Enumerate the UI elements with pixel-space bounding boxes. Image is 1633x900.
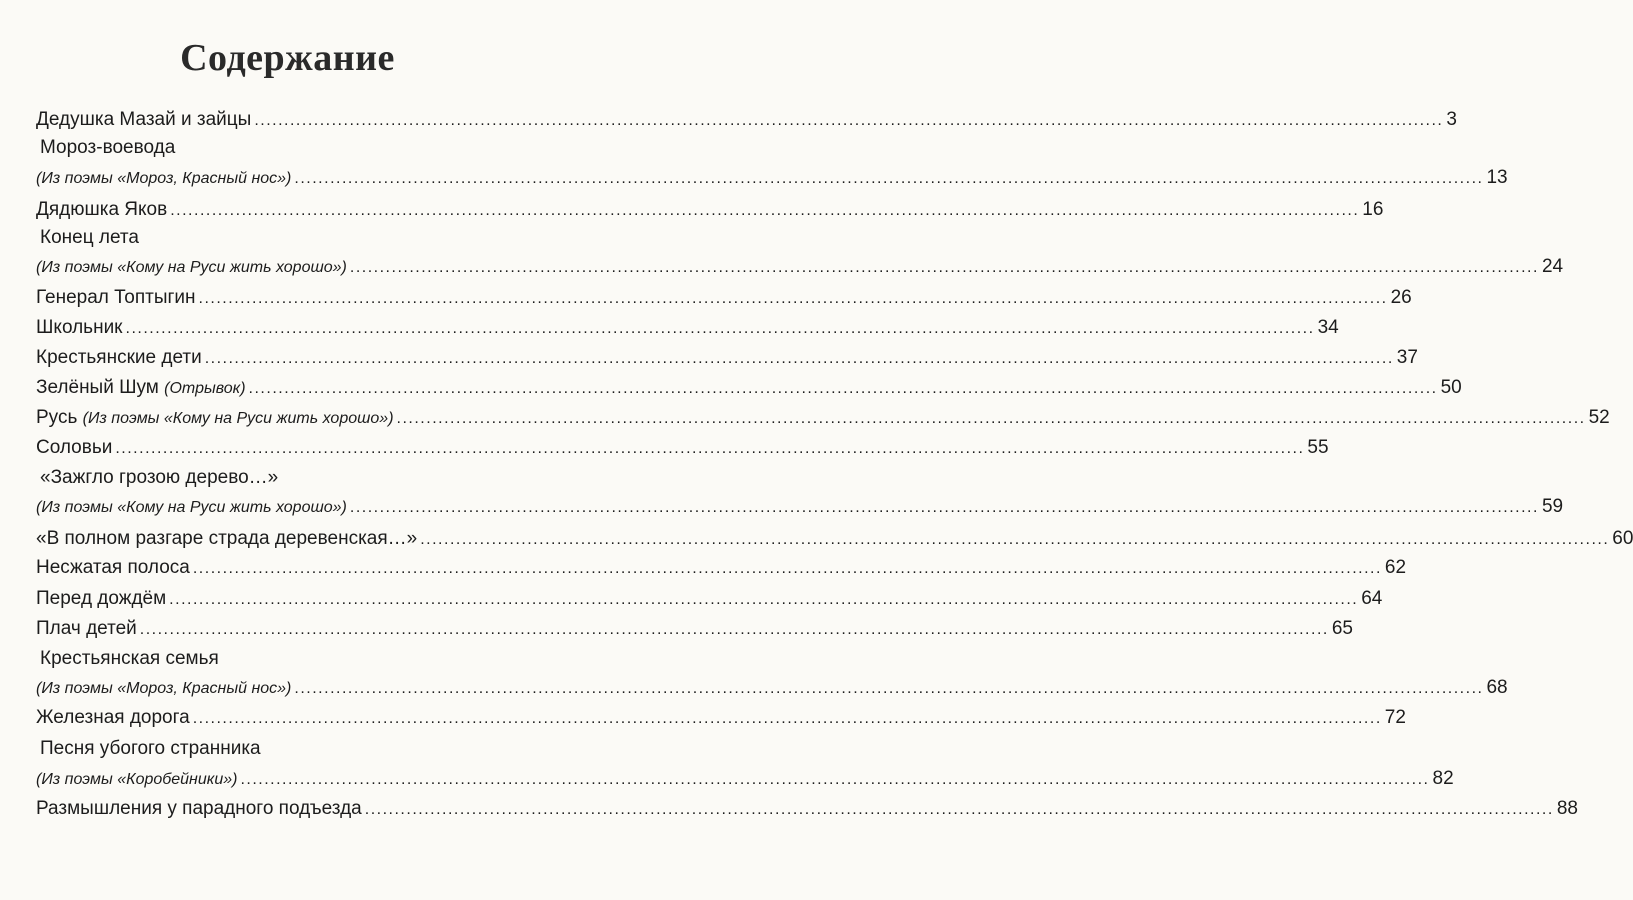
toc-entry xyxy=(36,346,1418,371)
toc-entry-title: Мороз-воевода xyxy=(40,137,176,158)
page-number: 37 xyxy=(1396,347,1418,368)
toc-entry xyxy=(36,767,1454,792)
toc-entry-title xyxy=(36,108,251,132)
toc-entry-title xyxy=(36,316,123,340)
leader-dots: ........................................................................................................................................................................................................ xyxy=(192,560,1382,577)
toc-entry-title: Конец лета xyxy=(40,227,139,248)
toc-entry-subtitle: (Из поэмы «Коробейники») xyxy=(36,771,238,788)
leader-dots: ........................................................................................................................................................................................................ xyxy=(198,290,1388,307)
toc-entry-title xyxy=(36,376,246,401)
page-number: 24 xyxy=(1541,256,1564,277)
toc-entry xyxy=(36,556,1407,581)
page-number: 52 xyxy=(1588,407,1610,428)
page-number: 82 xyxy=(1432,768,1454,789)
page-number: 65 xyxy=(1331,618,1353,639)
toc-entry-title: Крестьянская семья xyxy=(40,648,219,669)
toc-entry-subtitle: (Из поэмы «Мороз, Красный нос») xyxy=(36,170,292,187)
page-number: 72 xyxy=(1384,707,1406,728)
toc-entry-title xyxy=(36,346,202,370)
leader-dots: ........................................................................................................................................................................................................ xyxy=(248,380,1438,397)
leader-dots: ........................................................................................................................................................................................................ xyxy=(125,320,1315,337)
toc-entry-title xyxy=(36,556,190,580)
page-number: 55 xyxy=(1307,437,1329,458)
toc-entry-note: (Из поэмы «Кому на Руси жить хорошо») xyxy=(82,410,394,427)
toc-entry-title-text: Школьник xyxy=(36,317,123,338)
page-number: 34 xyxy=(1317,317,1339,338)
toc-entry-title xyxy=(36,198,167,222)
leader-dots: ........................................................................................................................................................................................................ xyxy=(240,771,1430,788)
leader-dots: ........................................................................................................................................................................................................ xyxy=(349,499,1539,516)
toc-entry-title-text: Крестьянские дети xyxy=(36,347,202,368)
toc-entry-title-text: Дедушка Мазай и зайцы xyxy=(36,109,252,130)
page-number: 88 xyxy=(1556,798,1578,819)
toc-entry xyxy=(36,495,1564,520)
leader-dots: ........................................................................................................................................................................................................ xyxy=(294,680,1484,697)
toc-entry xyxy=(36,108,1457,133)
leader-dots: ........................................................................................................................................................................................................ xyxy=(169,591,1359,608)
page-title: Содержание xyxy=(180,37,395,79)
toc-entry-title xyxy=(36,797,362,821)
page-number: 16 xyxy=(1362,199,1384,220)
toc-entry xyxy=(36,166,1508,191)
toc-entry-title xyxy=(36,527,417,551)
page-number: 62 xyxy=(1384,557,1407,578)
toc-entry-title-text: Плач детей xyxy=(36,618,137,639)
page-number: 3 xyxy=(1446,109,1457,130)
page-number: 59 xyxy=(1541,496,1564,517)
toc-entry-title-text: «В полном разгаре страда деревенская…» xyxy=(36,528,418,549)
toc-entry-title xyxy=(36,436,112,460)
toc-entry xyxy=(36,316,1339,341)
leader-dots: ........................................................................................................................................................................................................ xyxy=(192,710,1382,727)
toc-entry xyxy=(36,676,1508,701)
toc-entry-title-text: Дядюшка Яков xyxy=(36,199,168,220)
leader-dots: ........................................................................................................................................................................................................ xyxy=(115,440,1305,457)
toc-entry xyxy=(36,436,1329,461)
toc-entry-subtitle: (Из поэмы «Кому на Руси жить хорошо») xyxy=(36,499,347,516)
leader-dots: ........................................................................................................................................................................................................ xyxy=(170,202,1360,219)
toc-entry-note: (Отрывок) xyxy=(164,380,246,397)
page-number: 64 xyxy=(1361,588,1383,609)
toc-entry xyxy=(36,198,1384,223)
toc-entry-title xyxy=(36,286,196,310)
toc-entry-title-text: Русь xyxy=(36,407,78,428)
toc-entry-title-text: Несжатая полоса xyxy=(36,557,190,578)
toc-entry xyxy=(36,255,1564,280)
toc-entry xyxy=(36,617,1353,642)
leader-dots: ........................................................................................................................................................................................................ xyxy=(139,621,1329,638)
toc-entry xyxy=(36,527,1633,552)
page-number: 60 xyxy=(1612,528,1633,549)
toc-entry-title-text: Перед дождём xyxy=(36,588,167,609)
toc-entry-subtitle: (Из поэмы «Кому на Руси жить хорошо») xyxy=(36,259,347,276)
toc-entry xyxy=(36,406,1610,431)
toc-entry-subtitle: (Из поэмы «Мороз, Красный нос») xyxy=(36,680,292,697)
leader-dots: ........................................................................................................................................................................................................ xyxy=(204,350,1394,367)
page-number: 68 xyxy=(1486,677,1508,698)
toc-entry-title xyxy=(36,406,394,431)
toc-entry xyxy=(36,797,1578,822)
toc-entry-title: «Зажгло грозою дерево…» xyxy=(40,467,279,488)
page-number: 13 xyxy=(1486,167,1508,188)
toc-entry xyxy=(36,706,1406,731)
toc-entry-title-text: Размышления у парадного подъезда xyxy=(36,798,362,819)
toc-entry-title xyxy=(36,587,166,611)
toc-entry xyxy=(36,286,1412,311)
toc-entry-title-text: Железная дорога xyxy=(36,707,190,728)
toc-entry xyxy=(36,376,1462,401)
toc-entry-title: Песня убогого странника xyxy=(40,738,261,759)
leader-dots: ........................................................................................................................................................................................................ xyxy=(294,170,1484,187)
toc-entry-title xyxy=(36,706,190,730)
toc-entry-title xyxy=(36,617,137,641)
toc-entry-title-text: Соловьи xyxy=(36,437,113,458)
leader-dots: ........................................................................................................................................................................................................ xyxy=(254,112,1444,129)
toc-entry xyxy=(36,587,1383,612)
page-number: 26 xyxy=(1390,287,1412,308)
toc-entry-title-text: Зелёный Шум xyxy=(36,377,159,398)
toc-entry-title-text: Генерал Топтыгин xyxy=(36,287,196,308)
leader-dots: ........................................................................................................................................................................................................ xyxy=(364,801,1554,818)
leader-dots: ........................................................................................................................................................................................................ xyxy=(396,410,1586,427)
leader-dots: ........................................................................................................................................................................................................ xyxy=(349,259,1539,276)
leader-dots: ........................................................................................................................................................................................................ xyxy=(420,531,1610,548)
page-number: 50 xyxy=(1440,377,1462,398)
